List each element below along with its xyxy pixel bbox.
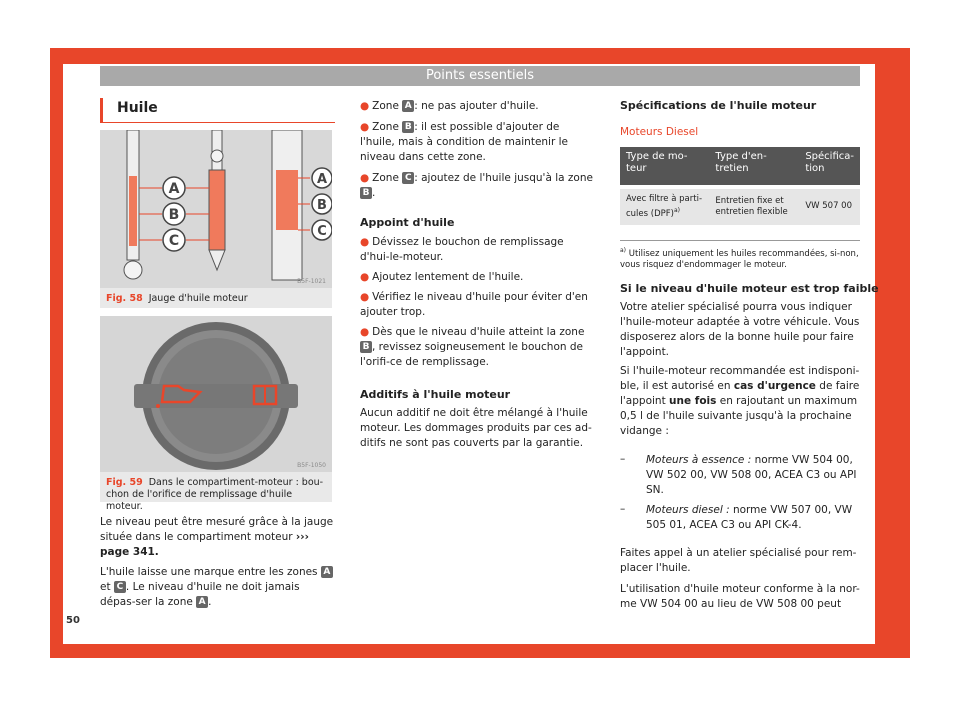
text: Si l'huile-moteur recommandée est indisponi-ble, il est autorisé en: [620, 365, 860, 392]
table-row: [620, 187, 860, 225]
paragraph-norm: L'utilisation d'huile moteur conforme à la nor-me VW 504 00 au lieu de VW 508 00 peut: [620, 583, 860, 610]
text: une fois: [669, 395, 717, 407]
paragraph-replace: Faites appel à un atelier spécialisé pour rem-placer l'huile.: [620, 547, 857, 574]
excess-title: Si le niveau d'huile moteur est trop faible: [620, 282, 879, 295]
label-b-right: B: [317, 198, 327, 213]
zone-b-badge: B: [360, 341, 372, 353]
label-a: A: [168, 181, 180, 197]
spec-title: Spécifications de l'huile moteur: [620, 99, 817, 112]
dipstick-illustration: [100, 130, 332, 288]
table-header: Type de mo-teur: [620, 147, 709, 187]
list-item: ● Dès que le niveau d'huile atteint la zone B , revissez soigneusement le bouchon de l'orifi-ce de remplissage.: [360, 326, 585, 368]
table-cell: Entretien fixe et entretien flexible: [709, 187, 799, 225]
text: Vérifiez le niveau d'huile pour éviter d'en ajouter trop.: [360, 291, 588, 318]
zone-a-item: ● Zone A : ne pas ajouter d'huile.: [360, 100, 539, 112]
figure-number: Fig. 59: [106, 477, 143, 488]
additifs-text: Aucun additif ne doit être mélangé à l'huile moteur. Les dommages produits par ces ad-ditifs ne sont pas couverts par la garantie.: [360, 407, 592, 449]
footnote-mark: a): [620, 247, 627, 254]
text: L'huile laisse une marque entre les zones: [100, 566, 318, 578]
zone-c-item: ● Zone C : ajoutez de l'huile jusqu'à la zone B .: [360, 172, 593, 199]
figure-code: B5F-1050: [297, 462, 326, 469]
text: Zone: [372, 172, 399, 184]
label-c-right: C: [317, 224, 327, 239]
oil-cap-svg: [100, 316, 332, 472]
zone-c-badge: C: [114, 581, 126, 593]
text: , revissez soigneusement le bouchon de l'orifi-ce de remplissage.: [360, 341, 584, 368]
list-item: ● Ajoutez lentement de l'huile.: [360, 271, 524, 283]
figure-caption-text: Dans le compartiment-moteur : bou-chon de l'orifice de remplissage d'huile moteur.: [106, 477, 324, 512]
text: .: [208, 596, 212, 608]
text: . Le niveau d'huile ne doit jamais dépas-ser la zone: [100, 581, 300, 608]
text: et: [100, 581, 111, 593]
label-a-right: A: [316, 172, 328, 187]
appoint-list: [360, 235, 596, 370]
diesel-title: Moteurs Diesel: [620, 126, 699, 138]
label-b: B: [168, 207, 180, 223]
list-item-essence: [646, 453, 860, 498]
paragraph-workshop: Votre atelier spécialisé pourra vous indiquer l'huile-moteur adaptée à votre véhicule. Vous disposerez alors de la bonne huile pour faire l'appoint.: [620, 301, 860, 358]
footnote: [620, 240, 860, 271]
text: de faire l'appoint: [620, 380, 860, 407]
figure-59: [100, 316, 332, 512]
page-number: 50: [66, 615, 80, 626]
zone-b-badge: B: [402, 121, 414, 133]
text: Moteurs diesel :: [646, 504, 730, 516]
table-header-row: [620, 147, 860, 187]
label-c: C: [168, 233, 180, 249]
list-item: ● Vérifiez le niveau d'huile pour éviter d'en ajouter trop.: [360, 291, 588, 318]
text: norme VW 504 00, VW 502 00, VW 508 00, ACEA C3 ou API SN.: [646, 454, 857, 496]
text: norme VW 507 00, VW 505 01, ACEA C3 ou API CK-4.: [646, 504, 853, 531]
footnote-text: Utilisez uniquement les huiles recommandées, si-non, vous risquez d'endommager le moteur.: [620, 248, 859, 270]
running-header: Points essentiels: [100, 66, 860, 86]
figure-caption: [100, 472, 332, 512]
list-item: ● Dévissez le bouchon de remplissage d'hui-le-moteur.: [360, 236, 564, 263]
additifs-title: Additifs à l'huile moteur: [360, 388, 511, 401]
zone-b-item: ● Zone B : il est possible d'ajouter de l'huile, mais à condition de maintenir le niveau dans cette zone.: [360, 121, 569, 163]
list-dash: –: [620, 453, 626, 465]
zone-b-badge: B: [360, 187, 372, 199]
table-header: Type d'en-tretien: [709, 147, 799, 187]
figure-number: Fig. 58: [106, 293, 143, 304]
zone-a-badge: A: [321, 566, 333, 578]
footnote-ref: a): [673, 207, 681, 214]
spec-table: [620, 147, 860, 225]
section-title-text: Huile: [117, 100, 158, 116]
text: : ajoutez de l'huile jusqu'à la zone: [414, 172, 593, 184]
oil-cap-illustration: [100, 316, 332, 472]
list-item-diesel: [646, 503, 860, 533]
section-title: [100, 98, 335, 123]
figure-58: [100, 130, 332, 308]
table-cell: VW 507 00: [799, 187, 860, 225]
text: Moteurs à essence :: [646, 454, 752, 466]
zone-a-badge: A: [196, 596, 208, 608]
text: Ajoutez lentement de l'huile.: [372, 271, 524, 283]
list-dash: –: [620, 503, 626, 515]
text: : ne pas ajouter d'huile.: [414, 100, 539, 112]
text: Dévissez le bouchon de remplissage d'hui-le-moteur.: [360, 236, 564, 263]
page-reference-link[interactable]: ››› page 341.: [100, 531, 309, 558]
figure-caption-text: Jauge d'huile moteur: [148, 293, 248, 304]
paragraph-emergency: [620, 364, 860, 439]
figure-caption: [100, 288, 332, 308]
text: : il est possible d'ajouter de l'huile, mais à condition de maintenir le niveau dans cette zone.: [360, 121, 569, 163]
zone-list: [360, 99, 596, 201]
dipstick-svg: [100, 130, 332, 288]
table-cell: [620, 187, 709, 225]
text: cas d'urgence: [733, 380, 816, 392]
text: Avec filtre à parti-cules (DPF): [626, 194, 703, 219]
appoint-title: Appoint d'huile: [360, 216, 455, 229]
text: en rajoutant un maximum 0,5 l de l'huile suivante jusqu'à la prochaine vidange :: [620, 395, 858, 437]
zone-c-badge: C: [402, 172, 414, 184]
figure-code: B5F-1021: [297, 278, 326, 285]
paragraph-text: Le niveau peut être mesuré grâce à la jauge située dans le compartiment moteur: [100, 516, 334, 543]
zone-a-badge: A: [402, 100, 414, 112]
table-header: Spécifica-tion: [799, 147, 860, 187]
text: Zone: [372, 100, 399, 112]
text: Zone: [372, 121, 399, 133]
text: Dès que le niveau d'huile atteint la zone: [372, 326, 585, 338]
paragraph-zones: [100, 565, 334, 610]
paragraph-gauge: [100, 515, 334, 560]
